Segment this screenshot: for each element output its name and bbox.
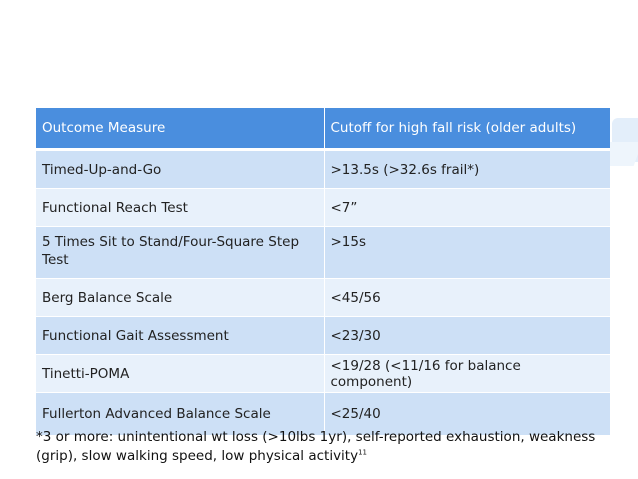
measure-cell: Timed-Up-and-Go	[36, 150, 324, 189]
table-row	[36, 227, 610, 279]
table-row	[36, 189, 610, 227]
cutoff-cell: >15s	[324, 227, 610, 279]
cutoff-cell: <7”	[324, 189, 610, 227]
footnote-reference: 11	[358, 448, 368, 457]
table-row	[36, 150, 610, 189]
measure-cell: Functional Gait Assessment	[36, 317, 324, 355]
cutoff-cell: <45/56	[324, 279, 610, 317]
measure-cell: Tinetti-POMA	[36, 355, 324, 393]
header-outcome-measure: Outcome Measure	[36, 108, 324, 150]
header-cutoff: Cutoff for high fall risk (older adults)	[324, 108, 610, 150]
measure-cell: Functional Reach Test	[36, 189, 324, 227]
measure-cell: Berg Balance Scale	[36, 279, 324, 317]
measure-cell: 5 Times Sit to Stand/Four-Square Step Test	[36, 227, 324, 279]
fall-risk-table	[36, 108, 610, 436]
table-row	[36, 355, 610, 393]
cutoff-cell: <23/30	[324, 317, 610, 355]
cutoff-cell: <25/40	[324, 393, 610, 436]
footnote-text: *3 or more: unintentional wt loss (>10lbs 1yr), self-reported exhaustion, weakness (grip), slow walking speed, low physical activity	[36, 429, 596, 464]
table-row	[36, 279, 610, 317]
cutoff-cell: >13.5s (>32.6s frail*)	[324, 150, 610, 189]
table-header-row	[36, 108, 610, 150]
measure-cell: Fullerton Advanced Balance Scale	[36, 393, 324, 436]
footnote	[36, 428, 626, 466]
cutoff-cell: <19/28 (<11/16 for balance component)	[324, 355, 610, 393]
table-row	[36, 317, 610, 355]
